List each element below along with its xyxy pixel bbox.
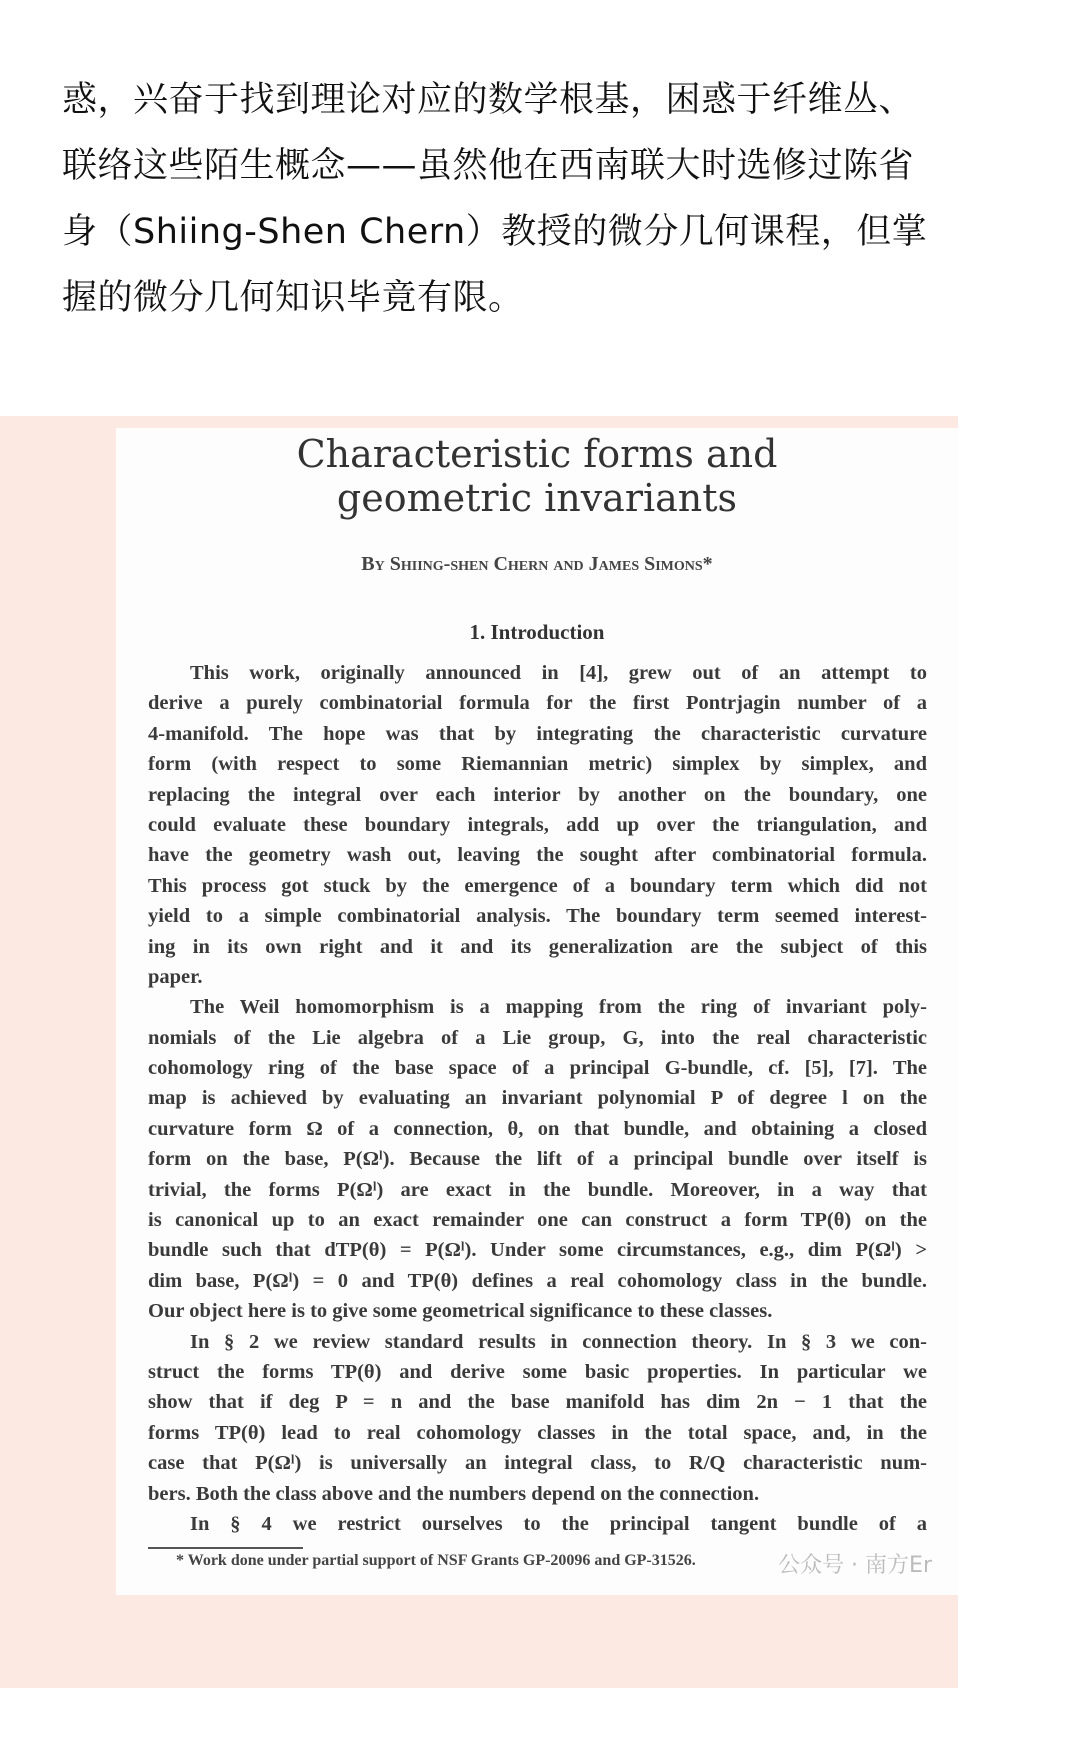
paper-text-line: yield to a simple combinatorial analysis. The boundary term seemed interest- [148, 905, 927, 928]
paper-text-line: dim base, P(Ωˡ) = 0 and TP(θ) defines a real cohomology class in the bundle. [148, 1269, 927, 1292]
section-heading: 1. Introduction [469, 620, 605, 644]
paper-body [148, 658, 927, 1539]
article-line: 握的微分几何知识毕竟有限。 [62, 278, 524, 318]
paper-text-line: is canonical up to an exact remainder one can construct a form TP(θ) on the [148, 1209, 927, 1232]
paper-text-line: bers. Both the class above and the numbers depend on the connection. [148, 1482, 760, 1505]
paper-text-line: form on the base, P(Ωˡ). Because the lift of a principal bundle over itself is [148, 1148, 927, 1171]
paper-text-line: paper. [148, 965, 203, 988]
footnote: * Work done under partial support of NSF Grants GP-20096 and GP-31526. [176, 1552, 696, 1569]
paper-text-line: case that P(Ωˡ) is universally an integral class, to R/Q characteristic num- [148, 1452, 927, 1475]
paper-authors: By Shiing-shen Chern and James Simons* [361, 553, 713, 575]
article-line: 惑，兴奋于找到理论对应的数学根基，困惑于纤维丛、 [62, 80, 915, 120]
article-text [62, 67, 1032, 331]
paper-title [116, 432, 958, 520]
paper-text-line: In § 4 we restrict ourselves to the principal tangent bundle of a [190, 1512, 927, 1535]
paper-title-line: geometric invariants [336, 476, 738, 520]
paper-text-line: trivial, the forms P(Ωˡ) are exact in the bundle. Moreover, in a way that [148, 1178, 927, 1201]
paper-text-line: bundle such that dTP(θ) = P(Ωˡ). Under some circumstances, e.g., dim P(Ωˡ) > [148, 1239, 927, 1262]
watermark: 公众号 · 南方Er [778, 1553, 932, 1578]
paper-text-line: derive a purely combinatorial formula for the first Pontrjagin number of a [148, 692, 927, 715]
paper-text-line: Our object here is to give some geometrical significance to these classes. [148, 1300, 773, 1323]
paper-text-line: form (with respect to some Riemannian metric) simplex by simplex, and [148, 753, 927, 776]
paper-text-line: curvature form Ω of a connection, θ, on that bundle, and obtaining a closed [148, 1117, 927, 1140]
paper-text-line: struct the forms TP(θ) and derive some basic properties. In particular we [148, 1360, 927, 1383]
paper-text-line: replacing the integral over each interior by another on the boundary, one [148, 783, 927, 806]
article-line: 身（Shiing-Shen Chern）教授的微分几何课程，但掌 [62, 212, 928, 252]
paper-text-line: show that if deg P = n and the base manifold has dim 2n − 1 that the [148, 1391, 927, 1414]
paper-text-line: This process got stuck by the emergence of a boundary term which did not [148, 874, 927, 897]
paper-text-line: ing in its own right and it and its generalization are the subject of this [148, 935, 927, 958]
paper-text-line: map is achieved by evaluating an invariant polynomial P of degree l on the [148, 1087, 927, 1110]
footnote-rule [148, 1547, 303, 1549]
paper-text-line: could evaluate these boundary integrals, add up over the triangulation, and [148, 813, 927, 836]
paper-scan-image [116, 428, 958, 1595]
paper-text-line: have the geometry wash out, leaving the sought after combinatorial formula. [148, 844, 927, 867]
paper-text-line: The Weil homomorphism is a mapping from the ring of invariant poly- [190, 996, 927, 1019]
paper-text-line: cohomology ring of the base space of a principal G-bundle, cf. [5], [7]. The [148, 1057, 927, 1080]
article-line: 联络这些陌生概念——虽然他在西南联大时选修过陈省 [62, 146, 915, 186]
paper-title-line: Characteristic forms and [296, 432, 778, 476]
paper-text-line: 4-manifold. The hope was that by integrating the characteristic curvature [148, 722, 927, 745]
paper-text-line: In § 2 we review standard results in connection theory. In § 3 we con- [190, 1330, 927, 1353]
paper-text-line: forms TP(θ) lead to real cohomology classes in the total space, and, in the [148, 1421, 927, 1444]
paper-text-line: This work, originally announced in [4], grew out of an attempt to [190, 662, 927, 684]
paper-text-line: nomials of the Lie algebra of a Lie group, G, into the real characteristic [148, 1026, 927, 1049]
